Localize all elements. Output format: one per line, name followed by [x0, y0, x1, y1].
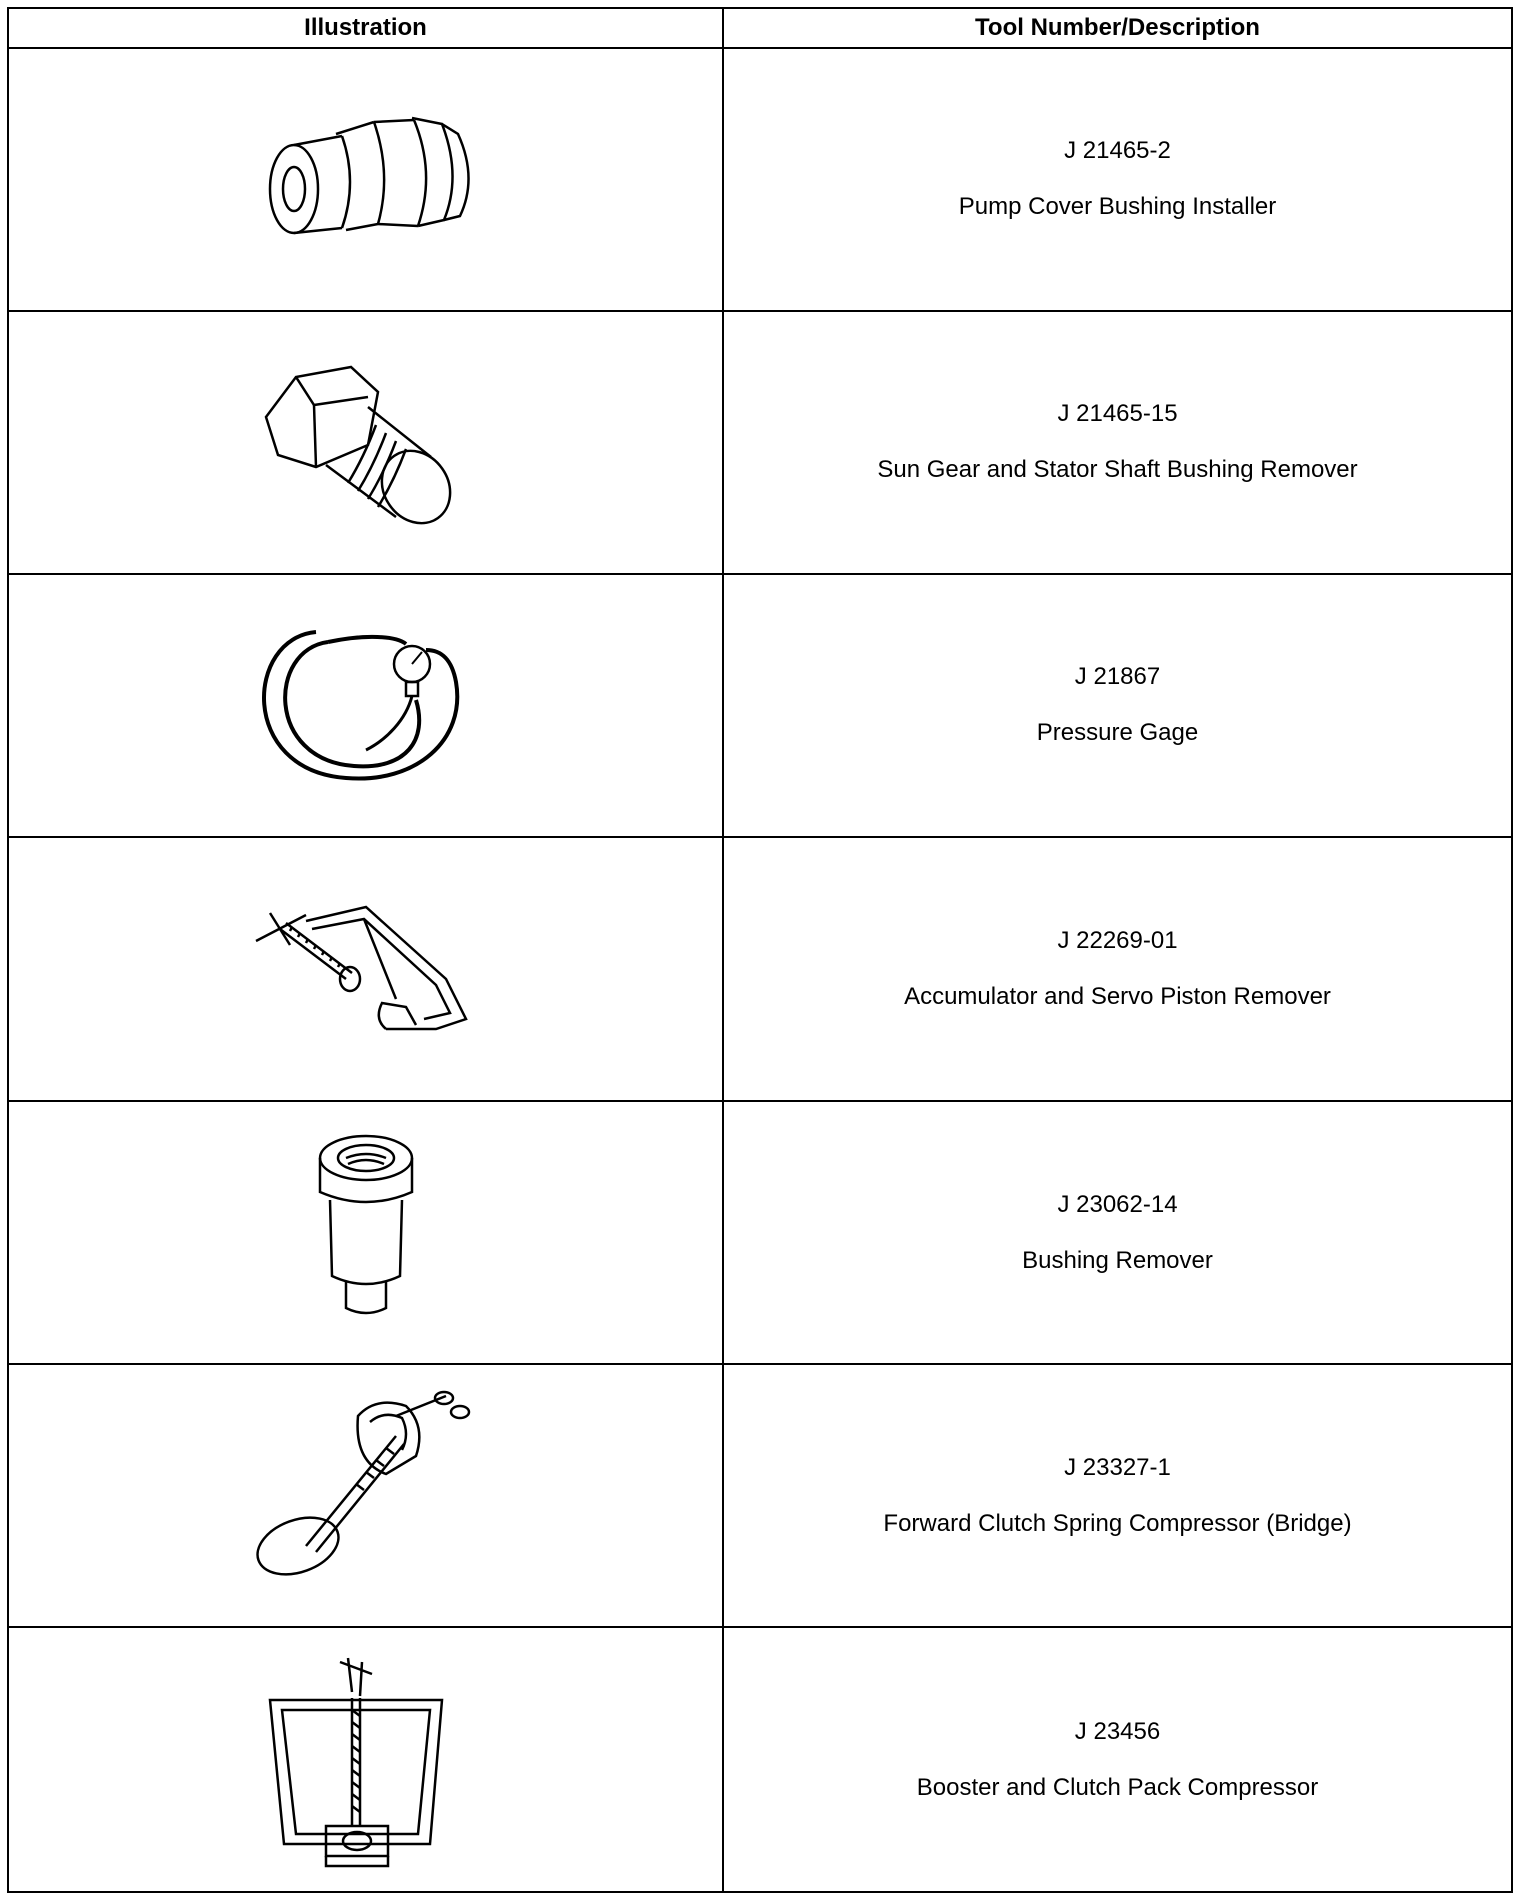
header-row — [8, 8, 1512, 48]
piston-remover-clamp-icon — [246, 879, 486, 1059]
special-tools-table — [7, 7, 1513, 1893]
table-row — [8, 48, 1512, 311]
illustration-cell — [8, 311, 723, 574]
illustration-cell — [8, 837, 723, 1102]
tool-description: Pressure Gage — [1036, 719, 1199, 747]
illustration-cell — [8, 574, 723, 837]
tool-description: Forward Clutch Spring Compressor (Bridge) — [883, 1509, 1352, 1537]
table-row — [8, 1364, 1512, 1627]
spring-compressor-bridge-icon — [246, 1386, 486, 1606]
tool-number: J 21867 — [1074, 663, 1161, 691]
tool-cell — [723, 837, 1512, 1102]
tool-cell — [723, 1364, 1512, 1627]
table-row — [8, 311, 1512, 574]
illustration-cell — [8, 1364, 723, 1627]
tool-description: Bushing Remover — [1022, 1246, 1213, 1274]
tool-number: J 22269-01 — [1057, 926, 1178, 954]
tool-number: J 23456 — [1074, 1717, 1161, 1745]
tool-description: Sun Gear and Stator Shaft Bushing Remover — [877, 456, 1358, 484]
tool-description: Booster and Clutch Pack Compressor — [916, 1773, 1319, 1801]
illustration-cell — [8, 1627, 723, 1892]
tool-number: J 21465-2 — [1064, 137, 1171, 165]
tool-description: Accumulator and Servo Piston Remover — [904, 982, 1331, 1010]
table-row — [8, 574, 1512, 837]
illustration-cell — [8, 48, 723, 311]
tool-cell — [723, 1627, 1512, 1892]
table-row — [8, 1101, 1512, 1364]
tool-cell — [723, 574, 1512, 837]
pressure-gage-icon — [246, 620, 486, 790]
illustration-cell — [8, 1101, 723, 1364]
tool-number: J 23062-14 — [1057, 1190, 1178, 1218]
tool-number: J 21465-15 — [1057, 400, 1178, 428]
bushing-remover-icon — [286, 1128, 446, 1338]
tool-description: Pump Cover Bushing Installer — [958, 193, 1277, 221]
tool-cell — [723, 1101, 1512, 1364]
table-row — [8, 837, 1512, 1102]
bushing-remover-bolt-icon — [256, 347, 476, 537]
table-row — [8, 1627, 1512, 1892]
tool-header: Tool Number/Description — [723, 8, 1512, 48]
clutch-pack-compressor-icon — [256, 1640, 476, 1880]
tool-cell — [723, 311, 1512, 574]
bushing-installer-icon — [246, 94, 486, 264]
tool-cell — [723, 48, 1512, 311]
illustration-header: Illustration — [8, 8, 723, 48]
tool-number: J 23327-1 — [1064, 1453, 1171, 1481]
